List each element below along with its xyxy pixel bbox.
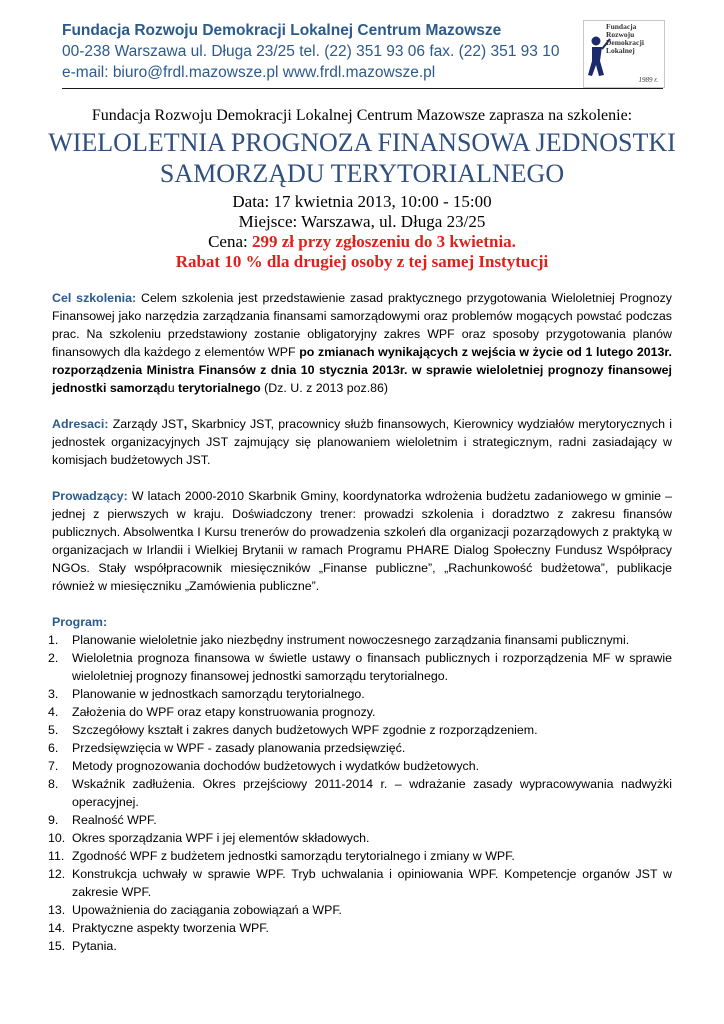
- program-item-number: 3.: [48, 687, 59, 701]
- audience-section: [52, 415, 672, 469]
- program-item: [48, 649, 672, 685]
- program-item: [48, 829, 672, 847]
- goal-label: Cel szkolenia:: [52, 291, 137, 305]
- program-item: [48, 847, 672, 865]
- program-item-text: Konstrukcja uchwały w sprawie WPF. Tryb uchwalania i opiniowania WPF. Kompetencje organów JST w zakresie WPF.: [72, 867, 672, 899]
- program-item-number: 9.: [48, 813, 59, 827]
- price-label: Cena:: [208, 232, 252, 251]
- org-contact: e-mail: biuro@frdl.mazowsze.pl www.frdl.mazowsze.pl: [62, 64, 436, 81]
- program-item-text: Planowanie wieloletnie jako niezbędny instrument nowoczesnego zarządzania finansami publicznymi.: [72, 633, 630, 647]
- training-date: Data: 17 kwietnia 2013, 10:00 - 15:00: [232, 192, 492, 211]
- program-item: [48, 775, 672, 811]
- program-item-text: Wskaźnik zadłużenia. Okres przejściowy 2011-2014 r. – wdrażanie zasady wypracowywania nadwyżki operacyjnej.: [72, 777, 672, 809]
- goal-section: [52, 289, 672, 397]
- program-item-number: 5.: [48, 723, 59, 737]
- logo-year: 1989 r.: [638, 76, 658, 84]
- program-item-text: Zgodność WPF z budżetem jednostki samorządu terytorialnego i zmiany w WPF.: [72, 849, 515, 863]
- letterhead: [62, 20, 662, 83]
- audience-text-start: Zarządy JST: [108, 417, 184, 431]
- audience-text: Skarbnicy JST, pracownicy służb finansowych, Kierownicy wydziałów merytorycznych i jednostek organizacyjnych JST zajmujący się planowaniem wieloletnim i strategicznym, radni zasiadający w komisjach budżetowych JST.: [52, 417, 672, 467]
- program-item: [48, 721, 672, 739]
- price-value: 299 zł przy zgłoszeniu do 3 kwietnia.: [251, 232, 516, 251]
- program-item-text: Pytania.: [72, 939, 117, 953]
- program-list: [48, 631, 672, 955]
- training-price: [0, 232, 724, 252]
- program-item-text: Wieloletnia prognoza finansowa w świetle ustawy o finansach publicznych i rozporządzenia MF w sprawie wieloletniej prognozy finansowej jednostki samorządu terytorialnego.: [72, 651, 672, 683]
- audience-label: Adresaci:: [52, 417, 109, 431]
- discount-info: Rabat 10 % dla drugiej osoby z tej samej Instytucji: [175, 252, 549, 271]
- program-item-text: Okres sporządzania WPF i jej elementów składowych.: [72, 831, 370, 845]
- program-item-text: Założenia do WPF oraz etapy konstruowania prognozy.: [72, 705, 376, 719]
- program-item-text: Przedsięwzięcia w WPF - zasady planowania przedsięwzięć.: [72, 741, 406, 755]
- goal-regulation: po zmianach wynikających z wejścia w życie od 1 lutego 2013r. rozporządzenia Ministra Finansów z dnia 10 stycznia 2013r. w sprawie wieloletniej prognozy finansowej jednostki samorząd: [52, 345, 672, 395]
- goal-regulation-end: terytorialnego: [178, 381, 261, 395]
- logo-text: Fundacja Rozwoju Demokracji Lokalnej: [606, 22, 644, 55]
- invitation-text: Fundacja Rozwoju Demokracji Lokalnej Centrum Mazowsze zaprasza na szkolenie:: [91, 107, 633, 124]
- program-item: [48, 703, 672, 721]
- org-address: 00-238 Warszawa ul. Długa 23/25 tel. (22) 351 93 06 fax. (22) 351 93 10: [62, 43, 560, 60]
- goal-citation: (Dz. U. z 2013 poz.86): [260, 381, 389, 395]
- training-title-line1: WIELOLETNIA PROGNOZA FINANSOWA JEDNOSTKI: [48, 128, 676, 157]
- program-item-text: Upoważnienia do zaciągania zobowiązań a WPF.: [72, 903, 342, 917]
- program-item-number: 6.: [48, 741, 59, 755]
- program-item-text: Metody prognozowania dochodów budżetowych i wydatków budżetowych.: [72, 759, 480, 773]
- program-item: [48, 631, 672, 649]
- training-place: Miejsce: Warszawa, ul. Długa 23/25: [238, 212, 486, 231]
- program-item-number: 1.: [48, 633, 59, 647]
- header-divider: [62, 88, 663, 89]
- program-item-text: Realność WPF.: [72, 813, 157, 827]
- program-item-text: Planowanie w jednostkach samorządu terytorialnego.: [72, 687, 365, 701]
- trainer-label: Prowadzący:: [52, 489, 128, 503]
- program-item-number: 4.: [48, 705, 59, 719]
- org-name: Fundacja Rozwoju Demokracji Lokalnej Centrum Mazowsze: [62, 22, 502, 39]
- program-item: [48, 865, 672, 901]
- foundation-logo: [583, 20, 665, 88]
- program-item-number: 8.: [48, 777, 59, 791]
- program-label: Program:: [52, 615, 108, 629]
- program-item-text: Szczegółowy kształt i zakres danych budżetowych WPF zgodnie z rozporządzeniem.: [72, 723, 538, 737]
- program-item-number: 10.: [48, 831, 66, 845]
- program-item-text: Praktyczne aspekty tworzenia WPF.: [72, 921, 269, 935]
- program-item-number: 13.: [48, 903, 66, 917]
- training-details: [48, 289, 672, 955]
- program-item-number: 12.: [48, 867, 66, 881]
- program-item: [48, 919, 672, 937]
- program-item-number: 2.: [48, 651, 59, 665]
- program-item: [48, 811, 672, 829]
- training-title-line2: SAMORZĄDU TERYTORIALNEGO: [159, 159, 565, 188]
- trainer-section: [52, 487, 672, 595]
- program-item: [48, 685, 672, 703]
- program-item: [48, 937, 672, 955]
- program-item-number: 11.: [48, 849, 65, 863]
- program-item-number: 7.: [48, 759, 59, 773]
- trainer-text: W latach 2000-2010 Skarbnik Gminy, koordynatorka wdrożenia budżetu zadaniowego w gminie – jednej z pierwszych w kraju. Doświadczony trener: prowadzi szkolenia i doradztwo z zakresu finansów publicznych. Absolwentka I Kursu trenerów do prowadzenia szkoleń dla organizacji pozarządowych z praktyką w organizacjach w Irlandii i Wielkiej Brytanii w ramach Programu PHARE Dialog Społeczny Fundusz Współpracy NGOs. Stały współpracownik miesięczników „Finanse publiczne”, „Rachunkowość budżetowa”, publikacje również w miesięczniku „Zamówienia publiczne”.: [52, 489, 672, 593]
- goal-text: Celem szkolenia jest przedstawienie zasad praktycznego przygotowania Wieloletniej Prognozy Finansowej jako narzędzia zarządzania finansami samorządowymi oraz problemów mogących powstać podczas prac. Na szkoleniu przedstawiony zostanie obligatoryjny zakres WPF oraz sposoby przygotowania planów finansowych dla każdego z elementów WPF: [52, 291, 672, 359]
- program-item-number: 14.: [48, 921, 66, 935]
- audience-comma: ,: [183, 417, 188, 431]
- goal-text-suffix: u: [167, 381, 179, 395]
- program-item-number: 15.: [48, 939, 66, 953]
- program-item: [48, 739, 672, 757]
- program-item: [48, 757, 672, 775]
- program-item: [48, 901, 672, 919]
